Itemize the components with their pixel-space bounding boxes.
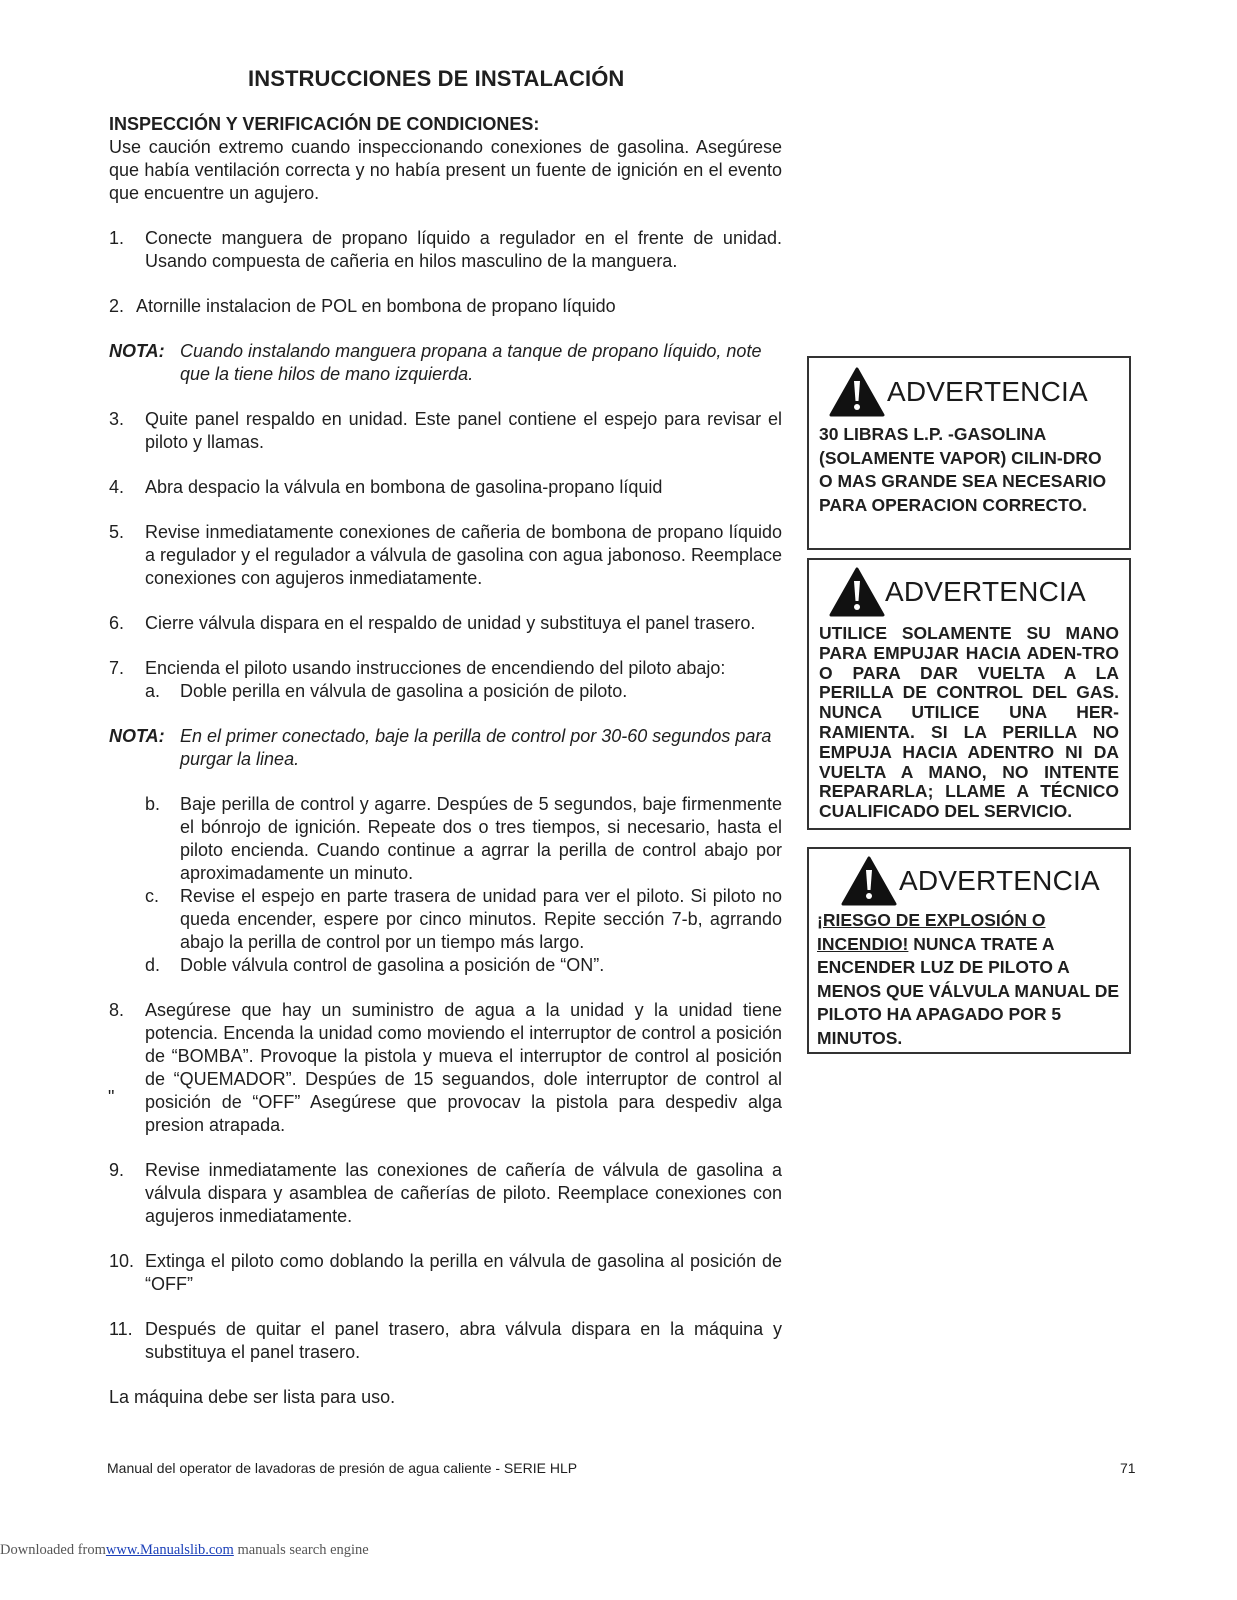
warning-risk-label: ¡RIESGO DE EXPLOSIÓN O INCENDIO! [817,910,1046,954]
instructions-body [109,113,782,1409]
step-text: Asegúrese que hay un suministro de agua a la unidad y la unidad tiene potencia. Encenda la unidad como moviendo el interruptor de control a posición de “BOMBA”. Provoque la pistola y mueva el interruptor de control al posición de “QUEMADOR”. Despúes de 15 seguandos, dole interruptor de control al posición de “OFF” Asegúrese que provocav la pistola para despediv alga presion atrapada. [145,1000,782,1135]
step-number: 8. [109,1000,125,1020]
step-text: Quite panel respaldo en unidad. Este panel contiene el espejo para revisar el piloto y llamas. [145,409,782,452]
substep-letter: c. [145,886,160,906]
warning-title: ADVERTENCIA [885,576,1086,607]
section-heading: INSPECCIÓN Y VERIFICACIÓN DE CONDICIONES: [109,114,540,134]
step-text: Conecte manguera de propano líquido a regulador en el frente de unidad. Usando compuesta de cañeria en hilos masculino de la manguera. [145,228,782,271]
step-11 [109,1318,782,1364]
step-9 [109,1159,782,1228]
intro-paragraph: Use caución extremo cuando inspeccionando conexiones de gasolina. Asegúrese que había ventilación correcta y no había present un fuente de ignición en el evento que encuentre un agujero. [109,137,782,203]
step-2 [109,295,782,318]
page-title: INSTRUCCIONES DE INSTALACIÓN [248,66,625,91]
substep-letter: d. [145,955,161,975]
step-10 [109,1250,782,1296]
step-number: 5. [109,522,125,542]
warning-box-control-knob [807,558,1131,830]
step-number: 11. [109,1319,133,1339]
step-number: 3. [109,409,125,429]
note-text: En el primer conectado, baje la perilla de control por 30-60 segundos para purgar la linea. [180,726,772,769]
step-number: 2. [109,296,125,316]
step-number: 7. [109,658,125,678]
manualslib-link[interactable]: www.Manualslib.com [105,1542,234,1558]
warning-title: ADVERTENCIA [887,376,1088,407]
step-7d [109,954,782,977]
step-number: 9. [109,1160,125,1180]
step-3 [109,408,782,454]
page-number: 71 [1120,1460,1136,1476]
substep-text: Doble válvula control de gasolina a posición de “ON”. [180,955,605,975]
warning-triangle-icon [841,856,897,906]
note-2 [109,725,782,771]
step-7a [109,680,782,703]
step-text: Revise inmediatamente las conexiones de cañería de válvula de gasolina a válvula dispara y asamblea de cañerías de piloto. Reemplace conexiones con agujeros inmediatamente. [145,1160,782,1226]
note-1 [109,340,782,386]
step-text: Encienda el piloto usando instrucciones de encendiendo del piloto abajo: [145,658,726,678]
step-number: 4. [109,477,125,497]
step-7 [109,657,782,680]
warning-triangle-icon [829,367,885,417]
note-label: NOTA: [109,341,165,361]
download-suffix: manuals search engine [233,1542,369,1558]
note-text: Cuando instalando manguera propana a tanque de propano líquido, note que la tiene hilos de mano izquierda. [180,341,762,384]
download-attribution [0,1542,369,1559]
substep-text: Revise el espejo en parte trasera de unidad para ver el piloto. Si piloto no queda encender, espere por cinco minutos. Repite sección 7-b, agrrando abajo la perilla de control por un tiempo más largo. [180,886,782,952]
substep-text: Baje perilla de control y agarre. Despúes de 5 segundos, baje firmenmente el bónrojo de ignición. Repeate dos o tres tiempos, si necesario, hasta el piloto encienda. Cuando continue a agrrar la perilla de control abajo por aproximadamente un minuto. [180,794,782,883]
step-text: Atornille instalacion de POL en bombona de propano líquido [136,296,616,316]
step-number: 10. [109,1251,135,1271]
step-8 [109,999,782,1137]
step-7b [109,793,782,885]
step-5 [109,521,782,590]
step-text: Abra despacio la válvula en bombona de gasolina-propano líquid [145,477,663,497]
warning-text: NUNCA TRATE A ENCENDER LUZ DE PILOTO A MENOS QUE VÁLVULA MANUAL DE PILOTO HA APAGADO POR 5 MINUTOS. [817,933,1120,1048]
warning-box-explosion [807,847,1131,1054]
step-1 [109,227,782,273]
stray-quote-mark: " [108,1087,115,1107]
warning-title: ADVERTENCIA [899,865,1100,896]
step-text: Después de quitar el panel trasero, abra válvula dispara en la máquina y substituya el panel trasero. [145,1319,782,1362]
substep-text: Doble perilla en válvula de gasolina a posición de piloto. [180,681,628,701]
warning-box-lp-cylinder [807,356,1131,550]
substep-letter: b. [145,794,161,814]
step-number: 6. [109,613,125,633]
warning-text: 30 LIBRAS L.P. -GASOLINA (SOLAMENTE VAPOR) CILIN-DRO O MAS GRANDE SEA NECESARIO PARA OPERACION CORRECTO. [819,424,1107,515]
closing-text: La máquina debe ser lista para uso. [109,1387,396,1407]
step-text: Cierre válvula dispara en el respaldo de unidad y substituya el panel trasero. [145,613,756,633]
step-6 [109,612,782,635]
step-text: Revise inmediatamente conexiones de cañeria de bombona de propano líquido a regulador y el regulador a válvula de gasolina con agua jabonoso. Reemplace conexiones con agujeros inmediatamente. [145,522,782,588]
warning-text: UTILICE SOLAMENTE SU MANO PARA EMPUJAR HACIA ADEN-TRO O PARA DAR VUELTA A LA PERILLA DE CONTROL DEL GAS. NUNCA UTILICE UNA HER-RAMIENTA. SI LA PERILLA NO EMPUJA HACIA ADENTRO NI DA VUELTA A MANO, NO INTENTE REPARARLA; LLAME A TÉCNICO CUALIFICADO DEL SERVICIO. [819,623,1119,822]
download-prefix: Downloaded from [0,1542,106,1558]
note-label: NOTA: [109,726,165,746]
warning-triangle-icon [829,567,885,617]
warning-text-block [809,909,1129,1050]
step-4 [109,476,782,499]
step-number: 1. [109,228,125,248]
footer-manual-title: Manual del operator de lavadoras de presión de agua caliente - SERIE HLP [107,1460,578,1476]
substep-letter: a. [145,681,161,701]
step-text: Extinga el piloto como doblando la perilla en válvula de gasolina al posición de “OFF” [145,1251,782,1294]
step-7c [109,885,782,954]
